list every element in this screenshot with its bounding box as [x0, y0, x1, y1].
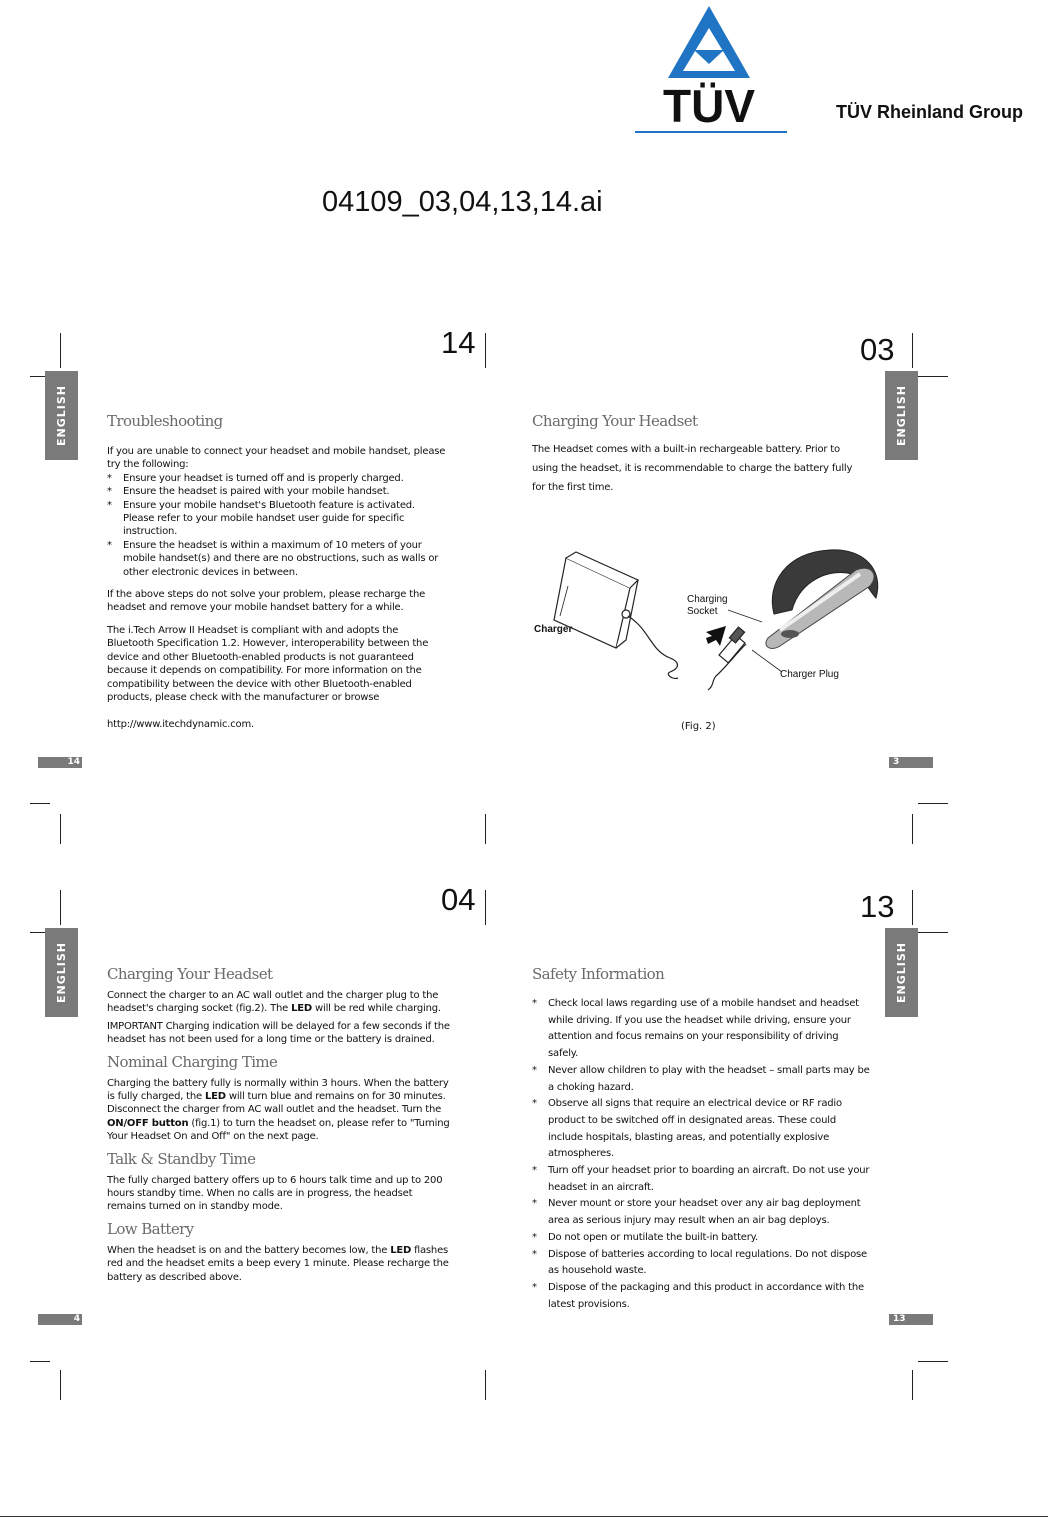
list-item: * Observe all signs that require an electrical device or RF radio product to be switched off in designated areas. These could include hospitals, blasting areas, and potentially explosive atmospheres. — [532, 1096, 870, 1163]
cable-icon — [628, 616, 678, 678]
tuv-logo — [632, 4, 788, 136]
talk-standby-paragraph: The fully charged battery offers up to 6 hours talk time and up to 200 hours standby time. When no calls are in progress, the headset remains turned on in standby mode. — [107, 1174, 443, 1213]
paragraph: If the above steps do not solve your problem, please recharge the headset and remove your mobile handset battery for a while. — [107, 589, 426, 614]
footer-page-number: 14 — [38, 757, 82, 768]
paragraph: The i.Tech Arrow II Headset is compliant with and adopts the Bluetooth Specification 1.2. However, interoperability between the device and other Bluetooth-enabled products is not guaranteed because it depends on compatibility. For more information on the compatibility between the device with other Bluetooth-enabled products, please check with the manufacturer or browse — [107, 624, 429, 703]
section-heading: Nominal Charging Time — [107, 1052, 278, 1071]
crop-mark — [912, 890, 913, 925]
file-name-title: 04109_03,04,13,14.ai — [322, 186, 603, 218]
section-heading: Safety Information — [532, 965, 665, 983]
footer-page-number: 3 — [889, 757, 933, 768]
charger-plug-label: Charger Plug — [780, 669, 839, 680]
charger-label: Charger — [534, 624, 573, 635]
text-span: Connect the charger to an AC wall outlet and the charger plug to the headset's charging socket (fig.2). The — [107, 990, 439, 1015]
arrow-icon — [706, 626, 726, 646]
low-battery-paragraph — [107, 1244, 452, 1284]
list-item: * Ensure your mobile handset's Bluetooth feature is activated. Please refer to your mobile handset user guide for specific instruction. — [107, 499, 447, 539]
crop-mark — [912, 1370, 913, 1400]
text-span: flashes red and the headset emits a beep every 1 minute. Please recharge the battery as described above. — [107, 1244, 449, 1283]
headset-icon — [766, 550, 878, 649]
logo-text: TÜV — [663, 80, 755, 132]
website-url: http://www.itechdynamic.com. — [107, 719, 254, 731]
crop-mark — [30, 803, 50, 804]
led-term: LED — [204, 1091, 226, 1103]
crop-mark — [60, 814, 61, 844]
charging-section — [107, 965, 452, 1284]
list-item: * Check local laws regarding use of a mobile handset and headset while driving. If you use the headset while driving, ensure your attention and focus remains on your responsibility of driving safely. — [532, 996, 870, 1063]
crop-mark — [60, 1370, 61, 1400]
text-span: will be red while charging. — [312, 1003, 441, 1015]
crop-mark — [30, 1361, 50, 1362]
charging-time-paragraph — [107, 1077, 452, 1144]
troubleshooting-list — [107, 472, 447, 579]
led-term: LED — [390, 1244, 412, 1256]
list-item: * Do not open or mutilate the built-in battery. — [532, 1230, 870, 1247]
crop-mark — [485, 333, 486, 368]
list-item: * Dispose of the packaging and this product in accordance with the latest provisions. — [532, 1280, 870, 1313]
page-number-large: 14 — [441, 325, 476, 360]
language-tab-label: ENGLISH — [895, 942, 909, 1003]
list-item: * Ensure the headset is paired with your mobile handset. — [107, 485, 447, 498]
language-tab — [885, 371, 918, 460]
section-heading: Charging Your Headset — [532, 412, 698, 430]
led-term: LED — [291, 1003, 313, 1015]
section-heading: Talk & Standby Time — [107, 1149, 256, 1168]
language-tab-label: ENGLISH — [895, 385, 909, 446]
page-number-large: 13 — [860, 889, 895, 924]
crop-mark — [485, 814, 486, 844]
footer-page-number: 13 — [889, 1314, 933, 1325]
important-note: IMPORTANT Charging indication will be delayed for a few seconds if the headset has not been used for a long time or the battery is drained. — [107, 1020, 450, 1046]
charging-intro: The Headset comes with a built-in rechargeable battery. Prior to using the headset, it is recommendable to charge the battery fully for the first time. — [532, 444, 853, 493]
charging-socket-label — [687, 594, 728, 618]
figure-caption: (Fig. 2) — [681, 721, 716, 732]
crop-mark — [918, 803, 948, 804]
section-heading: Troubleshooting — [107, 412, 223, 430]
safety-list — [532, 996, 870, 1313]
crop-mark — [918, 1361, 948, 1362]
charging-paragraph — [107, 989, 452, 1016]
list-item: * Never allow children to play with the headset – small parts may be a choking hazard. — [532, 1063, 870, 1096]
bottom-rule — [0, 1516, 1048, 1517]
crop-mark — [918, 932, 948, 933]
paragraph: If you are unable to connect your headset and mobile handset, please try the following: — [107, 446, 446, 471]
language-tab — [885, 928, 918, 1017]
list-item: * Ensure your headset is turned off and is properly charged. — [107, 472, 447, 485]
list-item: * Ensure the headset is within a maximum of 10 meters of your mobile handset(s) and there are no obstructions, such as walls or other electronic devices in between. — [107, 539, 447, 579]
list-item: * Turn off your headset prior to boarding an aircraft. Do not use your headset in an aircraft. — [532, 1163, 870, 1196]
crop-mark — [918, 376, 948, 377]
page-number-large: 03 — [860, 332, 895, 367]
tuv-group-name: TÜV Rheinland Group — [836, 102, 1023, 122]
troubleshooting-body — [107, 445, 447, 732]
text-span: (fig.1) to turn the headset on, please refer to "Turning Your Headset On and Off" on the next page. — [107, 1117, 450, 1143]
text-span: When the headset is on and the battery becomes low, the — [107, 1244, 391, 1256]
charging-socket-label-line2: Socket — [687, 606, 718, 617]
language-tab — [45, 371, 78, 460]
onoff-button-term: ON/OFF button — [107, 1117, 189, 1129]
crop-mark — [60, 333, 61, 368]
charger-figure — [530, 540, 890, 710]
language-tab-label: ENGLISH — [55, 942, 69, 1003]
footer-page-number: 4 — [38, 1314, 82, 1325]
crop-mark — [912, 333, 913, 368]
section-heading: Charging Your Headset — [107, 965, 273, 983]
crop-mark — [60, 890, 61, 925]
crop-mark — [912, 814, 913, 844]
list-item: * Never mount or store your headset over any air bag deployment area as serious injury may result when an air bag deploys. — [532, 1196, 870, 1229]
language-tab-label: ENGLISH — [55, 385, 69, 446]
page-number-large: 04 — [441, 882, 476, 917]
list-item: * Dispose of batteries according to local regulations. Do not dispose as household waste. — [532, 1247, 870, 1280]
text-span: Charging the battery fully is normally within 3 hours. When the battery is fully charged, the — [107, 1077, 449, 1103]
section-heading: Low Battery — [107, 1219, 194, 1238]
text-span: will turn blue and remains on for 30 minutes. Disconnect the charger from AC wall outlet and the headset. Turn the — [107, 1091, 446, 1116]
crop-mark — [485, 1370, 486, 1400]
language-tab — [45, 928, 78, 1017]
safety-body — [532, 996, 870, 1313]
charging-socket-label-line1: Charging — [687, 594, 728, 605]
crop-mark — [485, 890, 486, 925]
